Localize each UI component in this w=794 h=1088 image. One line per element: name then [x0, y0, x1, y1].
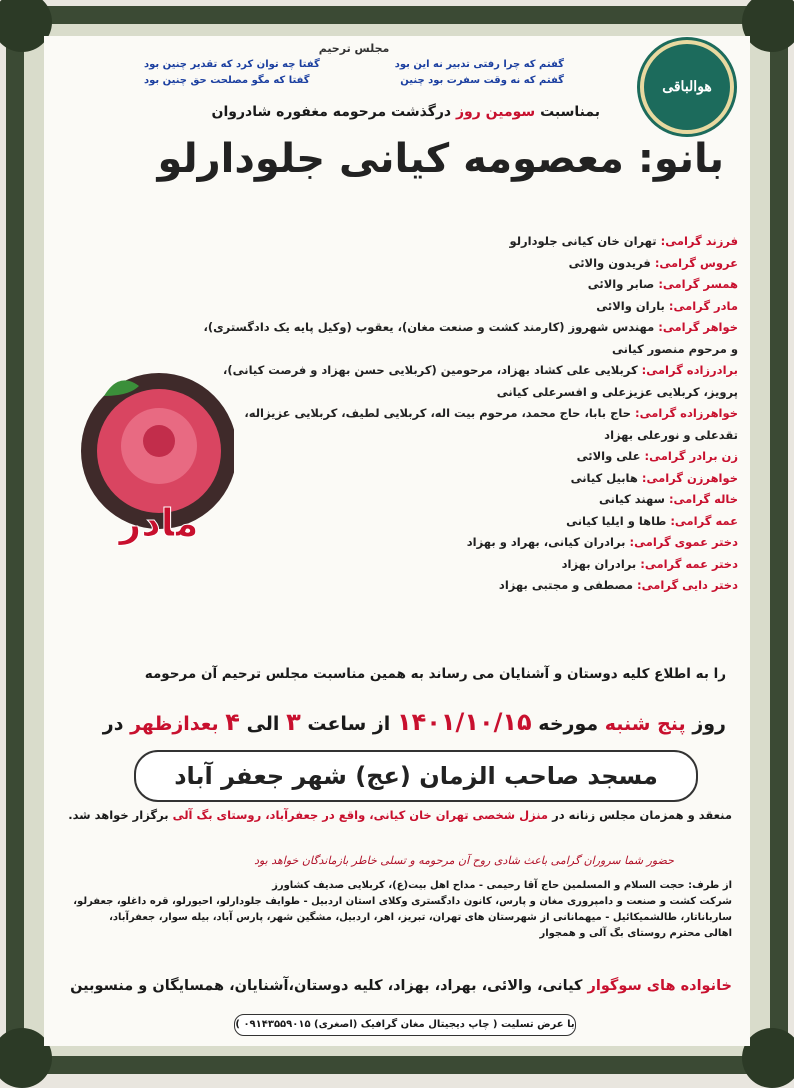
mosque-banner: مسجد صاحب الزمان (عج) شهر جعفر آباد	[134, 750, 698, 802]
relative-row	[178, 277, 738, 292]
relative-role: خواهر گرامی:	[658, 320, 738, 334]
date-text: روز	[692, 713, 726, 735]
relative-row	[178, 557, 738, 572]
relative-row	[178, 535, 738, 550]
relative-row	[178, 299, 738, 314]
occasion-line	[212, 104, 600, 120]
relative-role: فرزند گرامی:	[660, 234, 738, 248]
families-names: کیانی، والائی، بهراد، بهزاد، کلیه دوستان،آشنایان، همسایگان و منسوبین	[70, 978, 583, 994]
printer-credit: با عرض تسلیت ( چاپ دیجیتال مغان گرافیک (اصغری) ۰۹۱۴۳۵۵۹۰۱۵ )	[234, 1014, 576, 1036]
families-line	[52, 978, 732, 994]
relative-names: هابیل کیانی	[570, 470, 638, 485]
from-line: حجت السلام و المسلمین حاج آقا رحیمی - مداح اهل بیت(ع)، کربلایی صدیف کشاورز	[272, 880, 685, 891]
date-end: ۴	[225, 708, 240, 736]
relative-names: علی والائی	[576, 449, 641, 463]
relative-row	[178, 449, 738, 464]
relative-names: سهند کیانی	[599, 492, 665, 506]
date-value: ۱۴۰۱/۱۰/۱۵	[396, 708, 532, 736]
date-start: ۳	[286, 708, 301, 736]
relative-role: زن برادر گرامی:	[644, 449, 738, 463]
relative-row	[178, 428, 738, 443]
from-line: اهالی محترم روستای بگ آلی و همجوار	[539, 928, 732, 939]
relative-names: کربلایی علی کشاد بهزاد، مرحومین (کربلایی حسن بهزاد و فرصت کیانی)،	[223, 363, 638, 377]
medal-emblem	[640, 40, 734, 134]
rose-core	[143, 425, 175, 457]
from-line: سارباناتار، طالشمیکائیل - میهمانانی از شهرستان های تهران، تبریز، اهر، اردبیل، مشگین شهر، پارس آباد، بیله سوار، جعفرآباد،	[109, 912, 732, 923]
date-text: مورخه	[538, 713, 599, 735]
relative-names: طاها و ایلیا کیانی	[566, 513, 667, 528]
relative-role: دختر دایی گرامی:	[637, 578, 738, 592]
relative-names: حاج بابا، حاج محمد، مرحوم بیت اله، کربلایی لطیف، کربلایی عزیزاله،	[244, 406, 632, 420]
relative-role: مادر گرامی:	[668, 298, 738, 313]
relative-row	[178, 471, 738, 486]
relative-row	[178, 363, 738, 378]
women-text: منعقد و همزمان مجلس زنانه در	[552, 808, 732, 822]
relative-names: تهران خان کیانی جلودارلو	[509, 234, 657, 248]
from-block	[52, 878, 732, 942]
occasion-highlight: سومین روز	[455, 104, 536, 120]
relative-names: پرویز، کربلایی عزیزعلی و افسرعلی کیانی	[496, 384, 738, 399]
relative-names: تقدعلی و نورعلی بهزاد	[604, 427, 738, 442]
poem-title: مجلس ترحیم	[318, 42, 390, 55]
relative-role: خواهرزن گرامی:	[641, 470, 738, 485]
relative-role: خاله گرامی:	[668, 492, 738, 506]
relative-row	[178, 492, 738, 507]
relative-role: عروس گرامی:	[654, 255, 738, 270]
date-text: الی	[246, 713, 280, 735]
relative-names: مصطفی و مجتبی بهزاد	[498, 578, 633, 592]
relative-role: دختر عمه گرامی:	[640, 556, 738, 571]
relative-names: صابر والائی	[587, 277, 655, 291]
from-title: از طرف:	[688, 880, 732, 891]
relative-names: باران والائی	[596, 298, 665, 313]
from-line: شرکت کشت و صنعت و دامپروری مغان و پارس، کانون دادگستری وکلای استان اردبیل - طوایف جلودارلو، احیورلو، قره داغلو، جعفرلو،	[73, 896, 732, 907]
condolence-script: حضور شما سروران گرامی باعث شادی روح آن مرحومه و تسلی خاطر بازماندگان خواهد بود	[254, 854, 674, 867]
relative-row	[178, 406, 738, 421]
relative-row	[178, 320, 738, 335]
relative-role: دختر عموی گرامی:	[629, 535, 738, 549]
poem-block	[144, 42, 564, 89]
poem-row	[144, 57, 564, 73]
women-place: منزل شخصی تهران خان کیانی، واقع در جعفرآباد، روستای بگ آلی	[172, 808, 549, 822]
relative-row	[178, 342, 738, 357]
women-text: برگزار خواهد شد.	[68, 808, 169, 822]
date-text: از ساعت	[307, 713, 391, 735]
poem-row	[144, 73, 564, 89]
relative-row	[178, 514, 738, 529]
relative-names: برادران کیانی، بهراد و بهزاد	[466, 535, 626, 549]
flower-text: مادر	[119, 501, 199, 545]
relative-role: برادرزاده گرامی:	[641, 363, 738, 377]
families-label: خانواده های سوگوار	[587, 978, 732, 994]
ceremony-date-line	[66, 708, 726, 736]
poem-line: گفتم که نه وقت سفرت بود چنین	[400, 75, 564, 86]
date-text: در	[102, 713, 124, 735]
relative-names: فریدون والائی	[568, 255, 651, 270]
deceased-name: بانو: معصومه کیانی جلودارلو	[157, 136, 724, 182]
announce-line-1: را به اطلاع کلیه دوستان و آشنایان می رساند به همین مناسبت مجلس ترحیم آن مرحومه	[144, 666, 726, 682]
date-day: پنج شنبه	[604, 713, 686, 735]
relative-names: و مرحوم منصور کیانی	[612, 341, 738, 356]
poem-line: گفتم که چرا رفتی تدبیر نه این بود	[394, 59, 564, 70]
date-afternoon: بعدازظهر	[130, 713, 219, 735]
occasion-prefix: بمناسبت	[540, 104, 600, 120]
relative-role: عمه گرامی:	[670, 513, 738, 528]
relative-names: برادران بهزاد	[561, 556, 637, 571]
relative-row	[178, 256, 738, 271]
women-ceremony-line	[52, 808, 732, 822]
relative-role: خواهرزاده گرامی:	[635, 406, 738, 420]
poem-line: گفتا که مگو مصلحت حق چنین بود	[144, 75, 310, 86]
relative-row	[178, 385, 738, 400]
rose-mother-illustration	[64, 356, 234, 556]
medal-text: هوالباقی	[662, 79, 712, 95]
occasion-suffix: درگذشت مرحومه مغفوره شادروان	[211, 104, 452, 120]
poem-line: گفتا چه توان کرد که تقدیر چنین بود	[144, 59, 320, 70]
poster-paper	[44, 36, 750, 1046]
relative-names: مهندس شهروز (کارمند کشت و صنعت مغان)، یعقوب (وکیل پایه یک دادگستری)،	[203, 320, 655, 334]
relative-row	[178, 234, 738, 249]
relative-role: همسر گرامی:	[658, 277, 738, 291]
relative-row	[178, 578, 738, 593]
